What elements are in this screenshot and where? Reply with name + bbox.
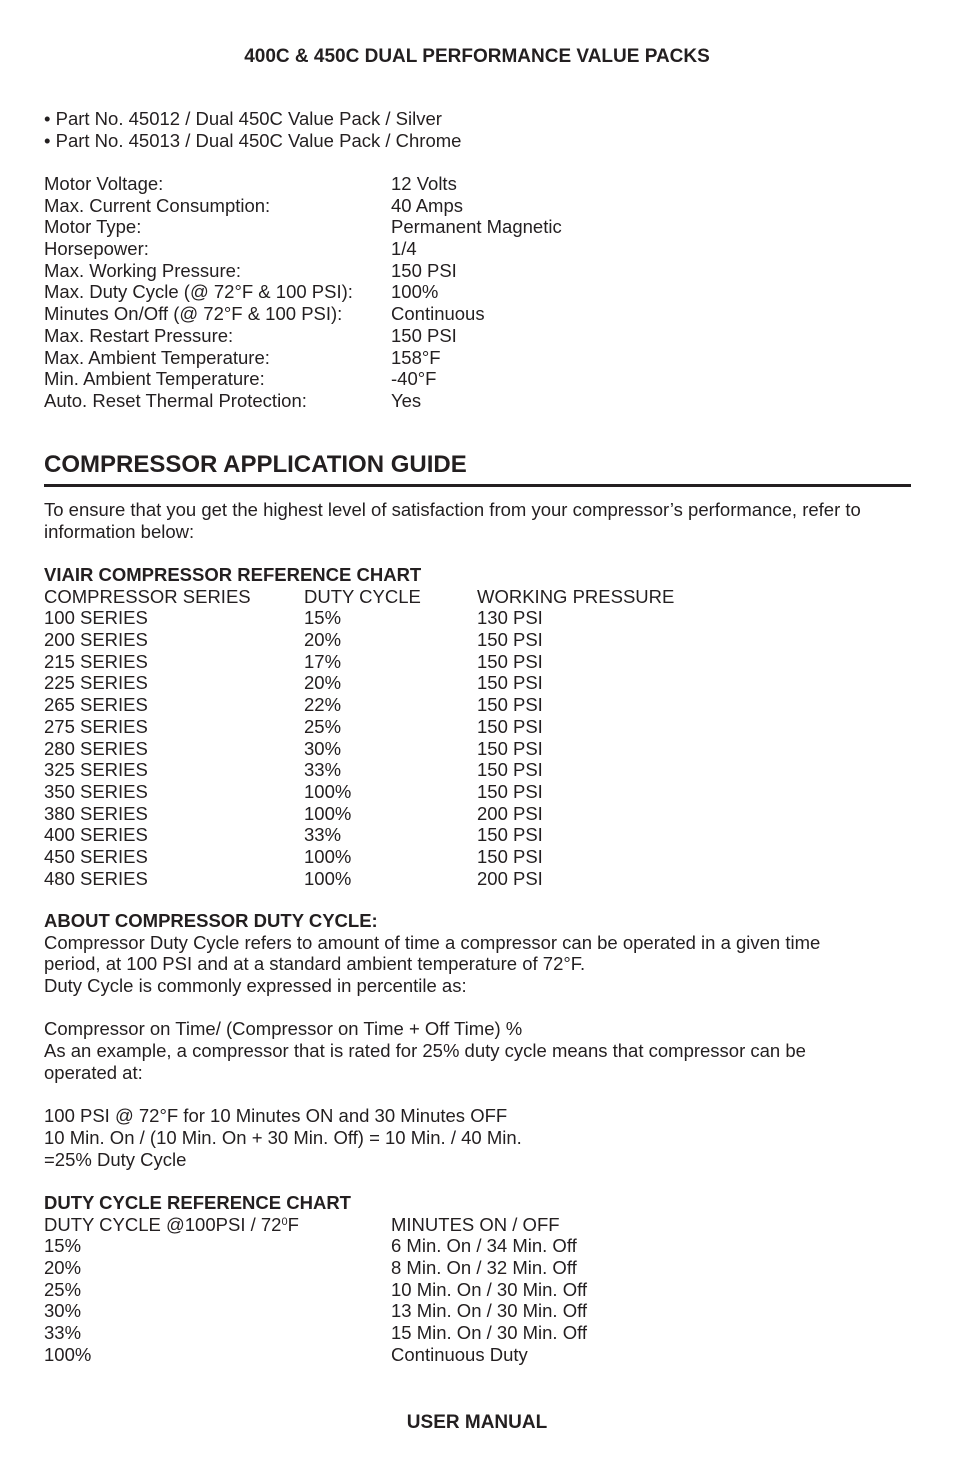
cell-series: 350 SERIES [44, 780, 148, 802]
table-row [44, 867, 543, 890]
cell-series: 400 SERIES [44, 824, 148, 846]
spec-label: Auto. Reset Thermal Protection: [44, 389, 307, 411]
about-line: period, at 100 PSI and at a standard ambient temperature of 72°F. [44, 953, 586, 975]
about-line: Compressor on Time/ (Compressor on Time + Off Time) % [44, 1018, 523, 1040]
section-heading: COMPRESSOR APPLICATION GUIDE [44, 451, 467, 478]
cell-working-pressure: 150 PSI [477, 824, 543, 846]
cell-minutes: 13 Min. On / 30 Min. Off [391, 1300, 588, 1322]
part-number-item: • Part No. 45012 / Dual 450C Value Pack / Silver [44, 108, 442, 129]
cell-series: 280 SERIES [44, 737, 148, 759]
cell-series: 200 SERIES [44, 629, 148, 651]
cell-working-pressure: 200 PSI [477, 867, 543, 889]
cell-working-pressure: 150 PSI [477, 845, 543, 867]
table-row [44, 607, 543, 629]
spec-value: -40°F [391, 368, 437, 390]
spec-value: 100% [391, 281, 439, 303]
cell-duty-cycle: 30% [44, 1300, 82, 1322]
cell-duty-cycle: 20% [304, 672, 342, 694]
duty-chart-title: DUTY CYCLE REFERENCE CHART [44, 1192, 351, 1213]
cell-minutes: 6 Min. On / 34 Min. Off [391, 1235, 577, 1257]
reference-chart [44, 564, 675, 889]
spec-value: 150 PSI [391, 259, 457, 281]
spec-value: 40 Amps [391, 194, 463, 216]
table-row [44, 629, 543, 651]
reference-chart-header [44, 585, 675, 608]
cell-working-pressure: 200 PSI [477, 802, 543, 824]
table-row [44, 759, 543, 781]
duty-chart-header [44, 1213, 560, 1236]
cell-working-pressure: 150 PSI [477, 694, 543, 716]
cell-working-pressure: 150 PSI [477, 672, 543, 694]
part-number-item: • Part No. 45013 / Dual 450C Value Pack / Chrome [44, 129, 462, 151]
cell-duty-cycle: 100% [304, 780, 352, 802]
header-working-pressure: WORKING PRESSURE [477, 585, 675, 607]
cell-duty-cycle: 33% [304, 759, 342, 781]
cell-working-pressure: 150 PSI [477, 737, 543, 759]
spec-value: 1/4 [391, 238, 417, 260]
cell-duty-cycle: 20% [44, 1257, 82, 1279]
cell-duty-cycle: 17% [304, 650, 342, 672]
cell-series: 480 SERIES [44, 867, 148, 889]
cell-series: 215 SERIES [44, 650, 148, 672]
table-row [44, 1322, 588, 1344]
cell-series: 380 SERIES [44, 802, 148, 824]
duty-cycle-chart [44, 1192, 588, 1366]
table-row [44, 672, 543, 694]
spec-label: Max. Duty Cycle (@ 72°F & 100 PSI): [44, 281, 353, 303]
spec-label: Min. Ambient Temperature: [44, 368, 265, 390]
cell-duty-cycle: 20% [304, 629, 342, 651]
about-title: ABOUT COMPRESSOR DUTY CYCLE: [44, 910, 378, 931]
header-duty-cycle [44, 1214, 299, 1236]
about-line: As an example, a compressor that is rated for 25% duty cycle means that compressor can be [44, 1040, 806, 1062]
cell-minutes: 15 Min. On / 30 Min. Off [391, 1322, 588, 1344]
cell-working-pressure: 150 PSI [477, 759, 543, 781]
about-line: operated at: [44, 1061, 143, 1083]
cell-series: 325 SERIES [44, 759, 148, 781]
table-row [44, 1235, 577, 1257]
spec-label: Minutes On/Off (@ 72°F & 100 PSI): [44, 303, 343, 325]
cell-duty-cycle: 100% [304, 802, 352, 824]
table-row [44, 824, 543, 846]
cell-duty-cycle: 100% [304, 845, 352, 867]
cell-minutes: 8 Min. On / 32 Min. Off [391, 1257, 577, 1279]
table-row [44, 802, 543, 825]
spec-value: 12 Volts [391, 173, 457, 194]
cell-duty-cycle: 100% [304, 867, 352, 889]
spec-value: Continuous [391, 303, 485, 325]
about-line: Duty Cycle is commonly expressed in percentile as: [44, 975, 467, 997]
table-row [44, 845, 543, 868]
table-row [44, 737, 543, 760]
about-line: =25% Duty Cycle [44, 1148, 187, 1170]
about-line: Compressor Duty Cycle refers to amount of time a compressor can be operated in a given time [44, 931, 821, 953]
spec-label: Horsepower: [44, 238, 149, 260]
header-series: COMPRESSOR SERIES [44, 585, 251, 607]
cell-duty-cycle: 15% [44, 1235, 82, 1257]
cell-working-pressure: 150 PSI [477, 715, 543, 737]
cell-working-pressure: 130 PSI [477, 607, 543, 629]
cell-duty-cycle: 15% [304, 607, 342, 629]
cell-duty-cycle: 25% [44, 1278, 82, 1300]
intro-paragraph [44, 499, 914, 542]
cell-duty-cycle: 25% [304, 715, 342, 737]
cell-series: 265 SERIES [44, 694, 148, 716]
about-duty-cycle [44, 910, 914, 1170]
cell-duty-cycle: 33% [44, 1322, 82, 1344]
table-row [44, 1300, 588, 1322]
about-line [44, 1084, 914, 1106]
cell-duty-cycle: 100% [44, 1343, 92, 1365]
spec-label: Motor Voltage: [44, 173, 164, 194]
about-line: 10 Min. On / (10 Min. On + 30 Min. Off) = 10 Min. / 40 Min. [44, 1126, 522, 1148]
header-minutes: MINUTES ON / OFF [391, 1213, 560, 1235]
spec-value: Yes [391, 389, 422, 411]
intro-line: To ensure that you get the highest level of satisfaction from your compressor’s performance, refer to [44, 499, 861, 520]
page-footer: USER MANUAL [406, 1412, 548, 1433]
spec-label: Max. Working Pressure: [44, 259, 242, 281]
cell-working-pressure: 150 PSI [477, 650, 543, 672]
cell-series: 100 SERIES [44, 607, 148, 629]
spec-value: 150 PSI [391, 324, 457, 346]
cell-working-pressure: 150 PSI [477, 780, 543, 802]
spec-label: Max. Restart Pressure: [44, 324, 234, 346]
table-row [44, 694, 543, 716]
about-line: 100 PSI @ 72°F for 10 Minutes ON and 30 Minutes OFF [44, 1105, 508, 1127]
table-row [44, 780, 543, 803]
cell-minutes: 10 Min. On / 30 Min. Off [391, 1278, 588, 1300]
part-number-list [44, 108, 461, 151]
table-row [44, 1343, 528, 1366]
header-degree-sup: 0 [281, 1215, 288, 1228]
cell-series: 450 SERIES [44, 845, 148, 867]
spec-value: Permanent Magnetic [391, 216, 562, 238]
table-row [44, 1257, 577, 1279]
header-duty-text: DUTY CYCLE @100PSI / 72 [44, 1213, 282, 1235]
cell-series: 275 SERIES [44, 715, 148, 737]
cell-duty-cycle: 33% [304, 824, 342, 846]
section-divider [44, 484, 911, 487]
table-row [44, 715, 543, 738]
cell-minutes: Continuous Duty [391, 1343, 528, 1365]
cell-series: 225 SERIES [44, 672, 148, 694]
header-unit: F [287, 1213, 299, 1235]
reference-chart-title: VIAIR COMPRESSOR REFERENCE CHART [44, 564, 422, 585]
spec-label: Motor Type: [44, 216, 142, 238]
cell-duty-cycle: 22% [304, 694, 342, 716]
about-line [44, 997, 914, 1019]
page-title: 400C & 450C DUAL PERFORMANCE VALUE PACKS [244, 46, 710, 67]
cell-working-pressure: 150 PSI [477, 629, 543, 651]
cell-duty-cycle: 30% [304, 737, 342, 759]
spec-label: Max. Current Consumption: [44, 194, 271, 216]
table-row [44, 650, 543, 673]
spec-label: Max. Ambient Temperature: [44, 346, 270, 368]
intro-line: information below: [44, 520, 195, 542]
table-row [44, 1278, 588, 1301]
header-duty-cycle: DUTY CYCLE [304, 585, 421, 607]
spec-value: 158°F [391, 346, 441, 368]
